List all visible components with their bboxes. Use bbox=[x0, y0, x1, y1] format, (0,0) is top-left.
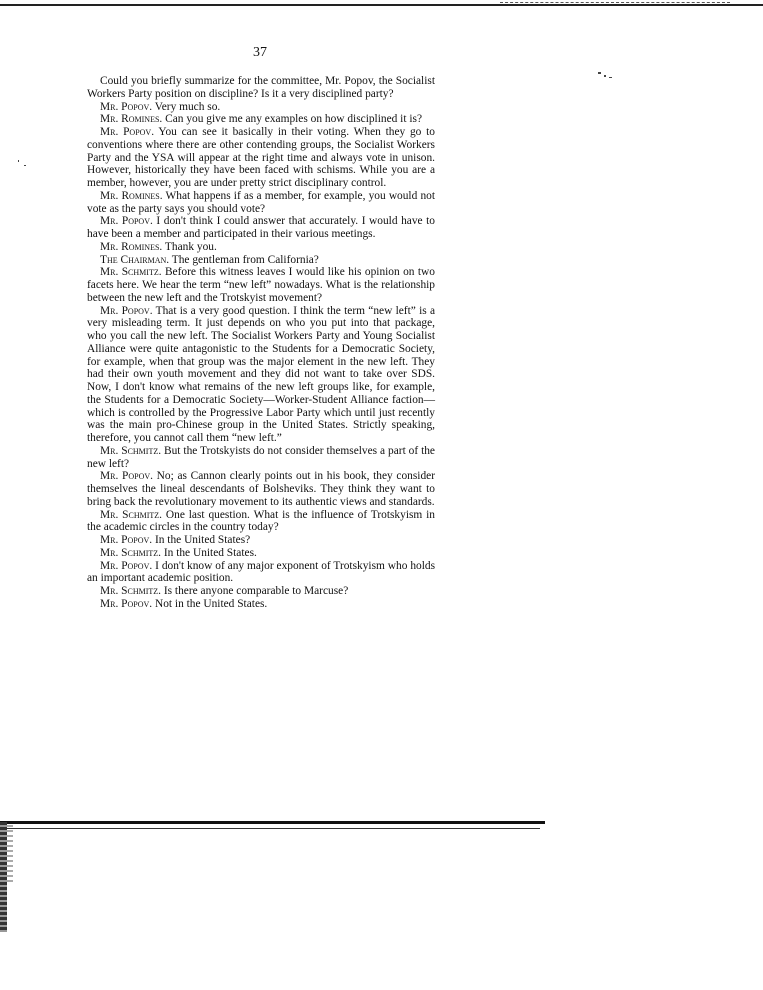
scan-speck bbox=[24, 165, 26, 166]
paragraph-text: In the United States? bbox=[152, 534, 251, 546]
speaker-name: Mr. Romines. bbox=[100, 240, 163, 253]
transcript-paragraph bbox=[87, 101, 435, 114]
paragraph-text: I don't know of any major exponent of Trotskyism who holds an important academic position. bbox=[87, 559, 436, 585]
paragraph-text: Not in the United States. bbox=[152, 597, 268, 610]
transcript-paragraph bbox=[87, 445, 435, 471]
transcript-paragraph bbox=[87, 305, 435, 445]
transcript-body bbox=[87, 75, 435, 611]
speaker-name: Mr. Schmitz. bbox=[100, 585, 162, 597]
transcript-paragraph bbox=[87, 585, 435, 598]
transcript-paragraph bbox=[87, 598, 435, 611]
page-number: 37 bbox=[253, 45, 267, 60]
transcript-paragraph bbox=[87, 509, 435, 535]
paragraph-text: The gentleman from California? bbox=[169, 253, 319, 266]
paragraph-text: Could you briefly summarize for the committee, Mr. Popov, the Socialist Workers Party position on discipline? Is it a very disciplined party? bbox=[87, 75, 435, 100]
transcript-paragraph bbox=[87, 113, 435, 126]
paragraph-text: Is there anyone comparable to Marcuse? bbox=[161, 585, 349, 597]
transcript-paragraph bbox=[87, 470, 435, 508]
page-binding-shadow bbox=[7, 825, 13, 885]
paragraph-text: What happens if as a member, for example, you would not vote as the party says you should vote? bbox=[87, 189, 435, 215]
paragraph-text: Can you give me any examples on how disciplined it is? bbox=[162, 113, 423, 126]
speaker-name: Mr. Popov. bbox=[100, 100, 153, 113]
speaker-name: Mr. Popov. bbox=[100, 304, 153, 317]
transcript-paragraph bbox=[87, 547, 435, 560]
speaker-name: Mr. Schmitz. bbox=[100, 444, 162, 457]
speaker-name: Mr. Romines. bbox=[100, 189, 163, 202]
paragraph-text: I don't think I could answer that accurately. I would have to have been a member and participated in their various meetings. bbox=[87, 215, 436, 240]
paragraph-text: Before this witness leaves I would like his opinion on two facets here. We hear the term “new left” nowadays. What is the relationship between the new left and the Trotskyist movement? bbox=[87, 266, 435, 304]
speaker-name: Mr. Schmitz. bbox=[100, 266, 162, 279]
transcript-paragraph bbox=[87, 241, 435, 254]
paragraph-text: One last question. What is the influence of Trotskyism in the academic circles in the country today? bbox=[87, 508, 436, 534]
paragraph-text: No; as Cannon clearly points out in his book, they consider themselves the lineal descendants of Bolsheviks. They think they want to bring back the revolutionary movement to its authentic views and standards. bbox=[87, 470, 436, 508]
scan-speck bbox=[604, 75, 606, 77]
transcript-paragraph bbox=[87, 215, 435, 241]
paragraph-text: That is a very good question. I think the term “new left” is a very misleading term. It just depends on who you put into that package, who you call the new left. The Socialist Workers Party and Young Socialist Alliance were quite antagonistic to the Students for a Democratic Society, for example, when that group was the major element in the new left. They had their own youth movement and they did not want to take over SDS. Now, I don't know what remains of the new left groups like, for example, the Students for a Democratic Society—Worker-Student Alliance faction—which is controlled by the Progressive Labor Party which until just recently was the main pro-Chinese group in the United States. Strictly speaking, therefore, you cannot call them “new left.” bbox=[87, 304, 435, 444]
transcript-paragraph bbox=[87, 75, 435, 101]
page-binding-edge bbox=[0, 822, 7, 932]
transcript-paragraph bbox=[87, 560, 435, 586]
bottom-border-rule bbox=[0, 821, 545, 824]
scan-speck bbox=[18, 160, 19, 162]
speaker-name: Mr. Popov. bbox=[100, 559, 153, 572]
speaker-name: The Chairman. bbox=[100, 253, 170, 266]
transcript-paragraph bbox=[87, 534, 435, 547]
paragraph-text: In the United States. bbox=[161, 546, 257, 559]
speaker-name: Mr. Popov. bbox=[100, 215, 153, 228]
paragraph-text: You can see it basically in their voting. When they go to conventions where there are other contending groups, the Socialist Workers Party and the YSA will appear at the right time and always vote in unison. However, historically they have been faced with schisms. While you are a member, however, you are under pretty strict disciplinary control. bbox=[87, 126, 436, 189]
paragraph-text: But the Trotskyists do not consider themselves a part of the new left? bbox=[87, 444, 435, 470]
transcript-paragraph bbox=[87, 266, 435, 304]
bottom-border-rule-thin bbox=[0, 828, 540, 829]
paragraph-text: Very much so. bbox=[152, 100, 221, 113]
paragraph-text: Thank you. bbox=[162, 240, 217, 253]
speaker-name: Mr. Popov. bbox=[100, 597, 153, 610]
transcript-paragraph bbox=[87, 126, 435, 190]
speaker-name: Mr. Popov. bbox=[100, 470, 153, 483]
transcript-paragraph bbox=[87, 254, 435, 267]
speaker-name: Mr. Romines. bbox=[100, 113, 163, 126]
top-border-rule bbox=[0, 4, 763, 6]
speaker-name: Mr. Schmitz. bbox=[100, 508, 163, 521]
speaker-name: Mr. Popov. bbox=[100, 126, 155, 138]
scan-speck bbox=[609, 77, 612, 78]
scan-speck bbox=[598, 72, 601, 74]
speaker-name: Mr. Schmitz. bbox=[100, 546, 162, 559]
transcript-paragraph bbox=[87, 190, 435, 216]
speaker-name: Mr. Popov. bbox=[100, 534, 153, 546]
top-scan-dash bbox=[500, 2, 730, 3]
